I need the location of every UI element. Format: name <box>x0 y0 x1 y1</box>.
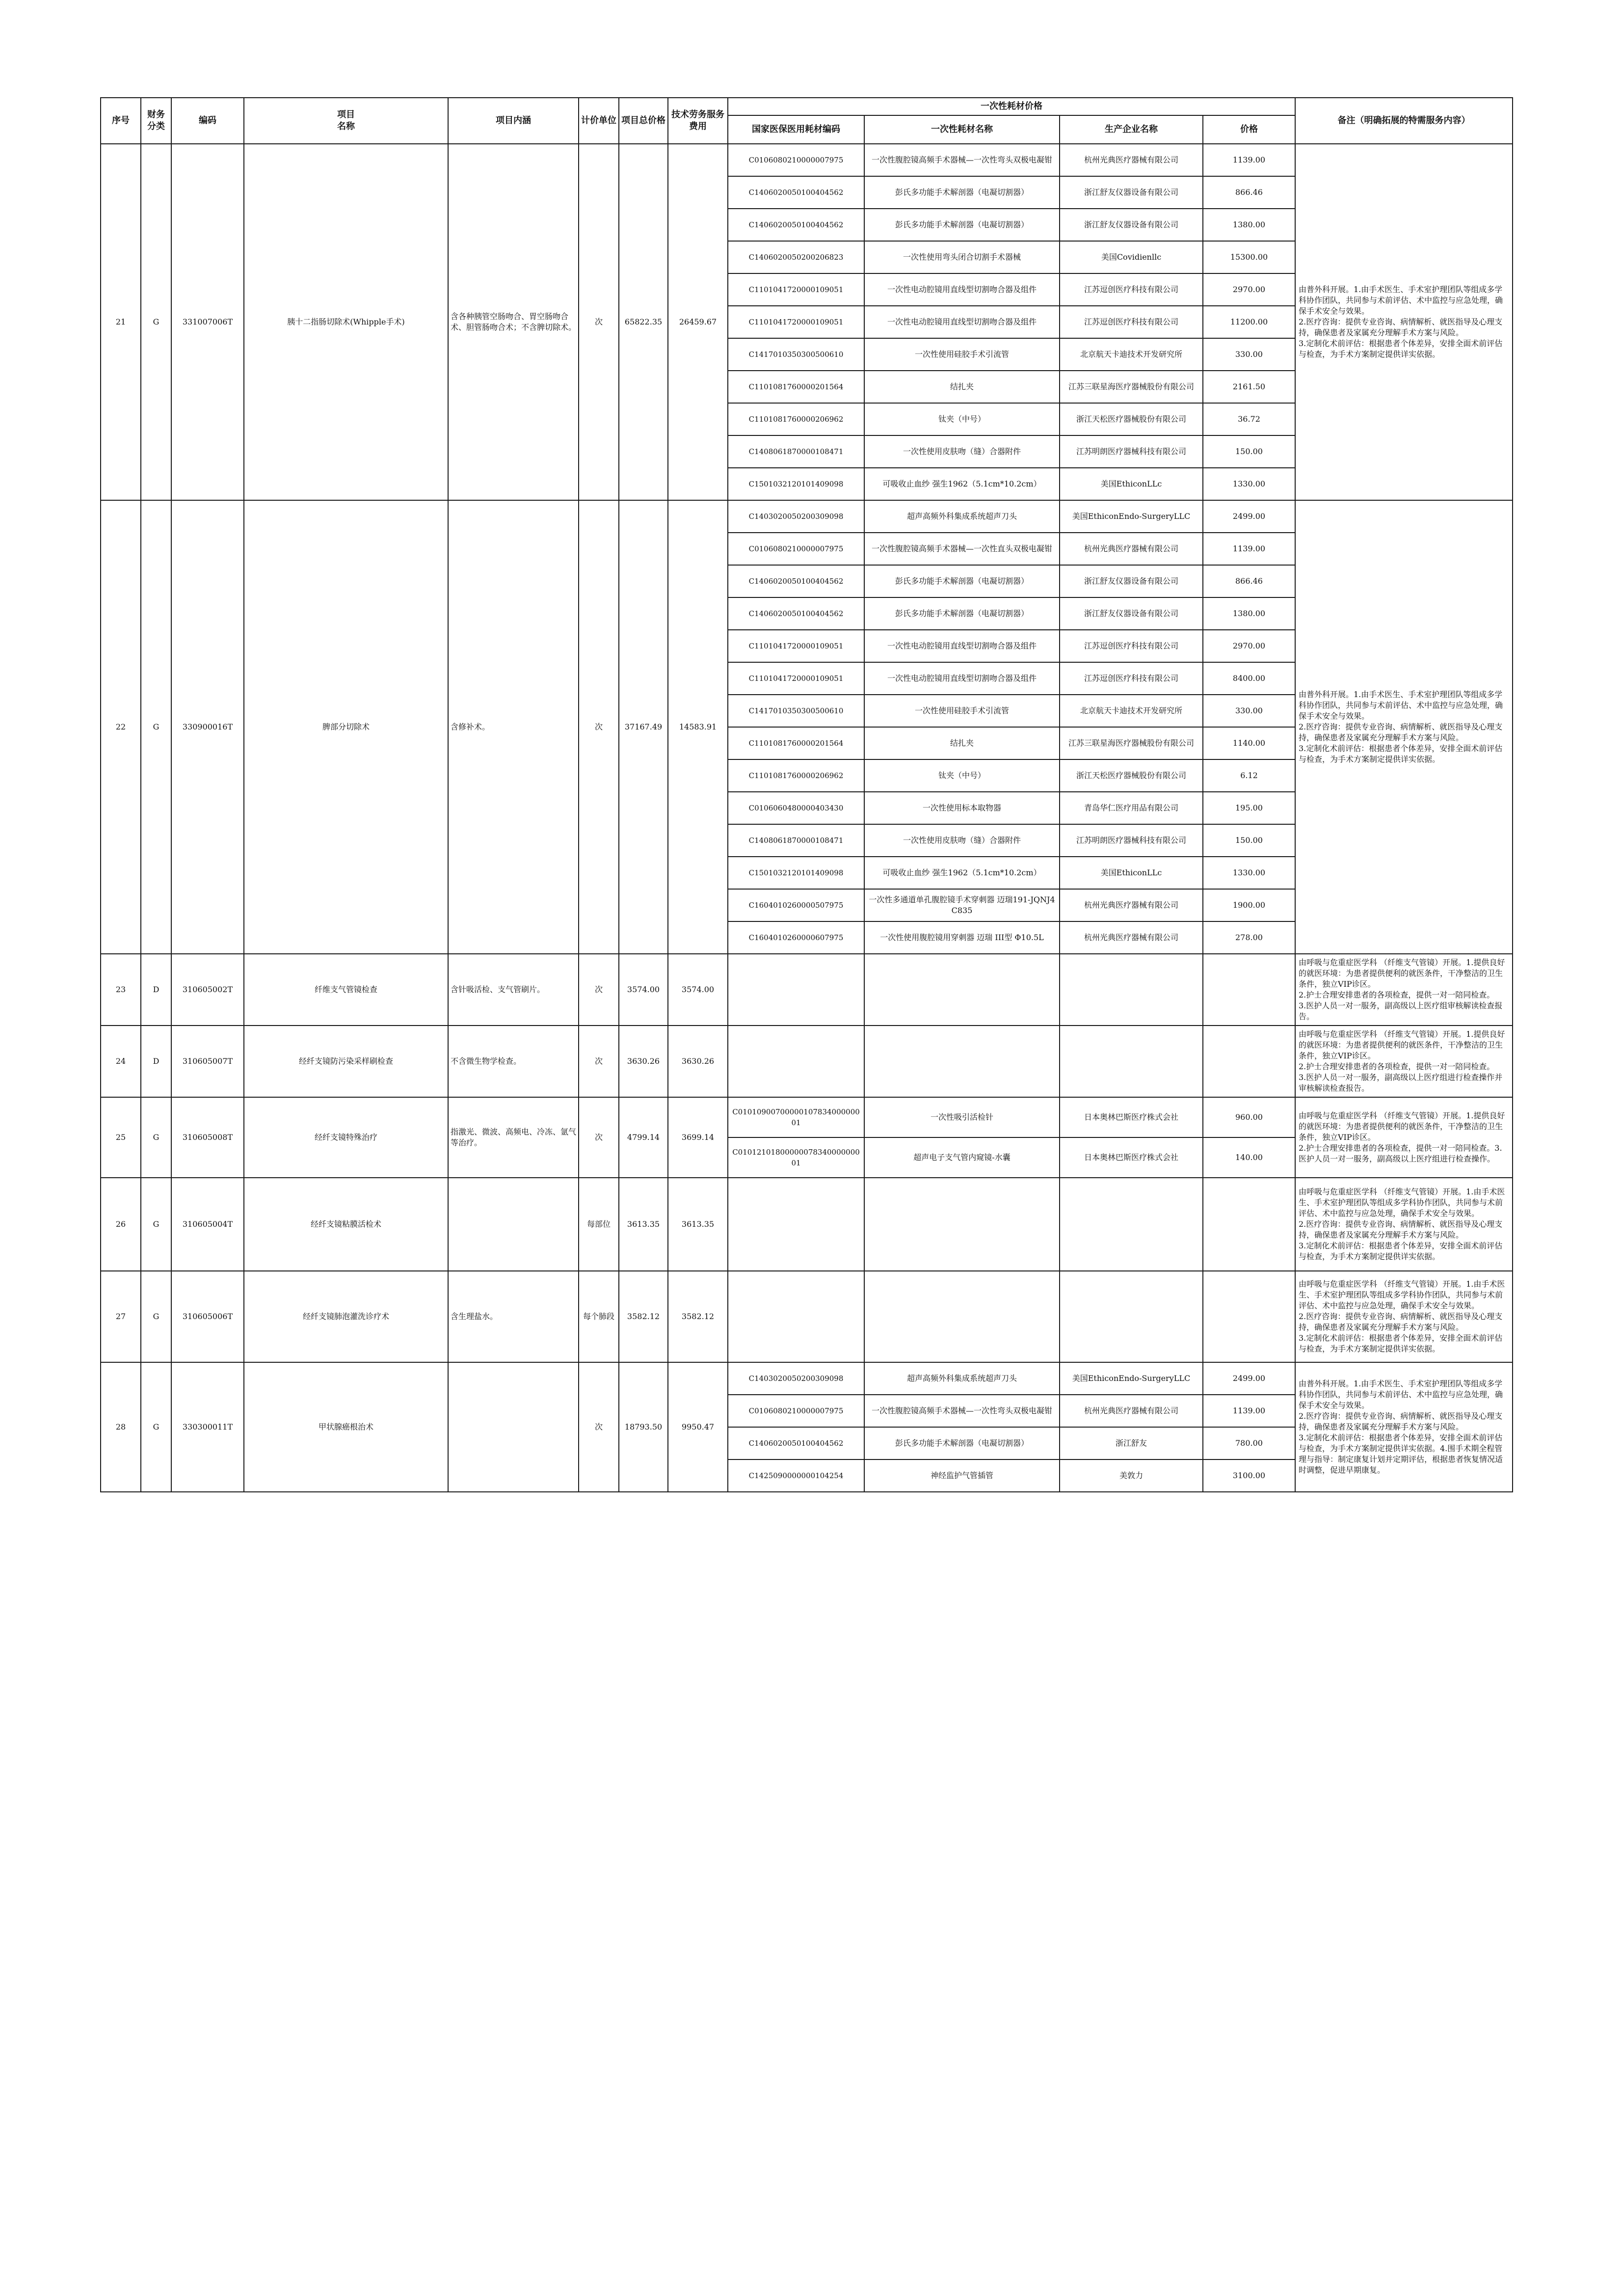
cons-manufacturer: 日本奥林巴斯医疗株式会社 <box>1060 1137 1203 1178</box>
row-unit: 次 <box>579 144 619 500</box>
row-seq: 28 <box>101 1362 141 1492</box>
row-total-price: 65822.35 <box>619 144 668 500</box>
cons-name: 一次性电动腔镜用直线型切割吻合器及组件 <box>864 306 1060 338</box>
row-remark: 由普外科开展。1.由手术医生、手术室护理团队等组成多学科协作团队，共同参与术前评估、术中监控与应急处理，确保手术安全与效果。 2.医疗咨询：提供专业咨询、病情解析、就医指导及心理支持，确保患者及家属充分理解手术方案与风险。 3.定制化术前评估：根据患者个体差异，安排全面术前评估与检查，为手术方案制定提供详实依据。 <box>1295 144 1513 500</box>
row-service-fee: 9950.47 <box>668 1362 728 1492</box>
cons-manufacturer: 浙江舒友 <box>1060 1427 1203 1459</box>
cons-price: 330.00 <box>1203 338 1295 371</box>
row-seq: 24 <box>101 1026 141 1097</box>
cons-name-empty <box>864 954 1060 1026</box>
cons-code-empty <box>728 1026 864 1097</box>
row-remark: 由呼吸与危重症医学科 （纤维支气管镜）开展。1.提供良好的就医环境：为患者提供便利的就医条件，干净整洁的卫生条件，独立VIP诊区。 2.护士合理安排患者的各项检查，提供一对一陪同检查。 3.医护人员一对一服务，副高级以上医疗组审核解读检查报告。 <box>1295 954 1513 1026</box>
row-total-price: 18793.50 <box>619 1362 668 1492</box>
cons-name: 彭氏多功能手术解剖器（电凝切割器） <box>864 1427 1060 1459</box>
cons-price: 150.00 <box>1203 435 1295 468</box>
cons-code: C0106060480000403430 <box>728 792 864 824</box>
row-service-fee: 3613.35 <box>668 1178 728 1271</box>
row-fin-cat: G <box>141 1097 171 1178</box>
cons-manufacturer: 北京航天卡迪技术开发研究所 <box>1060 338 1203 371</box>
cons-manufacturer: 美国EthiconEndo-SurgeryLLC <box>1060 1362 1203 1395</box>
cons-code: C0106080210000007975 <box>728 144 864 176</box>
cons-name: 一次性腹腔镜高频手术器械—一次性弯头双极电凝钳 <box>864 1395 1060 1427</box>
cons-name: 超声电子支气管内窥镜-水囊 <box>864 1137 1060 1178</box>
cons-price: 1140.00 <box>1203 727 1295 759</box>
cons-price: 8400.00 <box>1203 662 1295 695</box>
row-code: 330300011T <box>171 1362 244 1492</box>
cons-name: 一次性使用硅胶手术引流管 <box>864 695 1060 727</box>
row-unit: 次 <box>579 1026 619 1097</box>
cons-price: 866.46 <box>1203 565 1295 597</box>
row-code: 310605008T <box>171 1097 244 1178</box>
row-fin-cat: G <box>141 1362 171 1492</box>
cons-manufacturer: 美国EthiconEndo-SurgeryLLC <box>1060 500 1203 533</box>
cons-code: C1403020050200309098 <box>728 1362 864 1395</box>
header-total-price: 项目总价格 <box>619 98 668 144</box>
row-item-name: 纤维支气管镜检查 <box>244 954 448 1026</box>
cons-name: 钛夹（中号） <box>864 759 1060 792</box>
cons-manufacturer: 江苏三联星海医疗器械股份有限公司 <box>1060 727 1203 759</box>
cons-name-empty <box>864 1026 1060 1097</box>
row-fin-cat: G <box>141 500 171 954</box>
cons-name: 一次性使用腹腔镜用穿刺器 迈瑞 III型 Φ10.5L <box>864 921 1060 954</box>
row-service-fee: 14583.91 <box>668 500 728 954</box>
cons-price: 866.46 <box>1203 176 1295 209</box>
row-total-price: 3613.35 <box>619 1178 668 1271</box>
cons-manufacturer: 江苏逗创医疗科技有限公司 <box>1060 662 1203 695</box>
cons-name: 一次性吸引活检针 <box>864 1097 1060 1137</box>
header-manufacturer: 生产企业名称 <box>1060 115 1203 144</box>
row-fin-cat: G <box>141 1178 171 1271</box>
cons-price: 1139.00 <box>1203 144 1295 176</box>
row-item-name: 经纤支镜肺泡灌洗诊疗术 <box>244 1271 448 1362</box>
row-seq: 22 <box>101 500 141 954</box>
table-row <box>101 500 1513 533</box>
cons-manufacturer: 日本奥林巴斯医疗株式会社 <box>1060 1097 1203 1137</box>
cons-manufacturer: 杭州光典医疗器械有限公司 <box>1060 889 1203 921</box>
cons-price: 6.12 <box>1203 759 1295 792</box>
cons-code: C1425090000000104254 <box>728 1459 864 1492</box>
row-total-price: 3630.26 <box>619 1026 668 1097</box>
row-remark: 由呼吸与危重症医学科 （纤维支气管镜）开展。1.由手术医生、手术室护理团队等组成多学科协作团队，共同参与术前评估、术中监控与应急处理，确保手术安全与效果。 2.医疗咨询：提供专业咨询、病情解析、就医指导及心理支持，确保患者及家属充分理解手术方案与风险。 3.定制化术前评估：根据患者个体差异，安排全面术前评估与检查，为手术方案制定提供详实依据。 <box>1295 1271 1513 1362</box>
cons-price: 15300.00 <box>1203 241 1295 273</box>
cons-code: C1101081760000201564 <box>728 727 864 759</box>
cons-code-empty <box>728 1178 864 1271</box>
cons-manufacturer: 浙江舒友仪器设备有限公司 <box>1060 597 1203 630</box>
header-price: 价格 <box>1203 115 1295 144</box>
row-total-price: 3582.12 <box>619 1271 668 1362</box>
cons-price: 1380.00 <box>1203 597 1295 630</box>
cons-price: 3100.00 <box>1203 1459 1295 1492</box>
row-unit: 每个肺段 <box>579 1271 619 1362</box>
row-fin-cat: G <box>141 144 171 500</box>
cons-name: 超声高频外科集成系统超声刀头 <box>864 1362 1060 1395</box>
cons-manufacturer: 杭州光典医疗器械有限公司 <box>1060 921 1203 954</box>
table-row <box>101 1097 1513 1137</box>
cons-manufacturer: 青岛华仁医疗用品有限公司 <box>1060 792 1203 824</box>
cons-name: 一次性电动腔镜用直线型切割吻合器及组件 <box>864 273 1060 306</box>
cons-name: 神经监护气管插管 <box>864 1459 1060 1492</box>
header-code: 编码 <box>171 98 244 144</box>
cons-manufacturer: 江苏明朗医疗器械科技有限公司 <box>1060 824 1203 857</box>
cons-manufacturer: 杭州光典医疗器械有限公司 <box>1060 144 1203 176</box>
row-content: 不含微生物学检查。 <box>448 1026 579 1097</box>
cons-price: 960.00 <box>1203 1097 1295 1137</box>
cons-code: C1417010350300500610 <box>728 695 864 727</box>
cons-price: 11200.00 <box>1203 306 1295 338</box>
cons-name: 彭氏多功能手术解剖器（电凝切割器） <box>864 209 1060 241</box>
cons-code: C1501032120101409098 <box>728 468 864 500</box>
cons-name: 可吸收止血纱 强生1962（5.1cm*10.2cm） <box>864 857 1060 889</box>
row-service-fee: 3574.00 <box>668 954 728 1026</box>
cons-code: C1403020050200309098 <box>728 500 864 533</box>
cons-code: C1406020050200206823 <box>728 241 864 273</box>
table-row <box>101 954 1513 1026</box>
cons-code: C1101041720000109051 <box>728 306 864 338</box>
cons-name: 可吸收止血纱 强生1962（5.1cm*10.2cm） <box>864 468 1060 500</box>
row-unit: 次 <box>579 500 619 954</box>
cons-code: C0106080210000007975 <box>728 533 864 565</box>
cons-manufacturer-empty <box>1060 1178 1203 1271</box>
cons-name: 一次性使用硅胶手术引流管 <box>864 338 1060 371</box>
cons-code: C1406020050100404562 <box>728 1427 864 1459</box>
cons-name: 一次性电动腔镜用直线型切割吻合器及组件 <box>864 630 1060 662</box>
cons-price-empty <box>1203 954 1295 1026</box>
cons-price: 780.00 <box>1203 1427 1295 1459</box>
table-body <box>101 144 1513 1492</box>
cons-price: 2161.50 <box>1203 371 1295 403</box>
table-row <box>101 1178 1513 1271</box>
cons-code: C1408061870000108471 <box>728 824 864 857</box>
row-seq: 21 <box>101 144 141 500</box>
cons-manufacturer: 江苏明朗医疗器械科技有限公司 <box>1060 435 1203 468</box>
cons-code: C1406020050100404562 <box>728 565 864 597</box>
row-code: 331007006T <box>171 144 244 500</box>
cons-name: 结扎夹 <box>864 727 1060 759</box>
row-content: 含修补术。 <box>448 500 579 954</box>
cons-name: 彭氏多功能手术解剖器（电凝切割器） <box>864 565 1060 597</box>
cons-code: C0101090070000010783400000001 <box>728 1097 864 1137</box>
cons-manufacturer: 浙江天松医疗器械股份有限公司 <box>1060 403 1203 435</box>
header-service-fee: 技术劳务服务费用 <box>668 98 728 144</box>
row-remark: 由普外科开展。1.由手术医生、手术室护理团队等组成多学科协作团队，共同参与术前评估、术中监控与应急处理，确保手术安全与效果。 2.医疗咨询：提供专业咨询、病情解析、就医指导及心理支持，确保患者及家属充分理解手术方案与风险。 3.定制化术前评估：根据患者个体差异，安排全面术前评估与检查，为手术方案制定提供详实依据。 <box>1295 500 1513 954</box>
row-remark: 由呼吸与危重症医学科 （纤维支气管镜）开展。1.由手术医生、手术室护理团队等组成多学科协作团队，共同参与术前评估、术中监控与应急处理，确保手术安全与效果。 2.医疗咨询：提供专业咨询、病情解析、就医指导及心理支持，确保患者及家属充分理解手术方案与风险。 3.定制化术前评估：根据患者个体差异，安排全面术前评估与检查，为手术方案制定提供详实依据。 <box>1295 1178 1513 1271</box>
cons-price: 1380.00 <box>1203 209 1295 241</box>
row-service-fee: 3582.12 <box>668 1271 728 1362</box>
cons-manufacturer: 浙江舒友仪器设备有限公司 <box>1060 176 1203 209</box>
cons-code: C1406020050100404562 <box>728 597 864 630</box>
cons-price: 1139.00 <box>1203 533 1295 565</box>
cons-code: C0101210180000007834000000001 <box>728 1137 864 1178</box>
table-row <box>101 1362 1513 1395</box>
cons-manufacturer: 浙江舒友仪器设备有限公司 <box>1060 209 1203 241</box>
cons-code: C1101081760000201564 <box>728 371 864 403</box>
cons-price: 1330.00 <box>1203 857 1295 889</box>
row-item-name: 经纤支镜防污染采样刷检查 <box>244 1026 448 1097</box>
row-unit: 每部位 <box>579 1178 619 1271</box>
row-remark: 由呼吸与危重症医学科 （纤维支气管镜）开展。1.提供良好的就医环境：为患者提供便利的就医条件，干净整洁的卫生条件，独立VIP诊区。 2.护士合理安排患者的各项检查，提供一对一陪同检查。 3.医护人员一对一服务，副高级以上医疗组进行检查操作并审核解读检查报告。 <box>1295 1026 1513 1097</box>
header-remark: 备注（明确拓展的特需服务内容） <box>1295 98 1513 144</box>
row-content: 指激光、微波、高频电、冷冻、氩气等治疗。 <box>448 1097 579 1178</box>
table-row <box>101 144 1513 176</box>
row-content <box>448 1178 579 1271</box>
cons-price: 1139.00 <box>1203 1395 1295 1427</box>
row-item-name: 甲状腺癌根治术 <box>244 1362 448 1492</box>
row-content: 含生理盐水。 <box>448 1271 579 1362</box>
row-unit: 次 <box>579 1362 619 1492</box>
cons-price: 2499.00 <box>1203 1362 1295 1395</box>
cons-name-empty <box>864 1178 1060 1271</box>
cons-price-empty <box>1203 1271 1295 1362</box>
cons-manufacturer: 浙江天松医疗器械股份有限公司 <box>1060 759 1203 792</box>
cons-code: C1101041720000109051 <box>728 630 864 662</box>
row-service-fee: 26459.67 <box>668 144 728 500</box>
cons-code: C1604010260000607975 <box>728 921 864 954</box>
pricing-table <box>100 97 1513 1492</box>
cons-name: 一次性电动腔镜用直线型切割吻合器及组件 <box>864 662 1060 695</box>
cons-manufacturer-empty <box>1060 1026 1203 1097</box>
cons-code: C1406020050100404562 <box>728 176 864 209</box>
header-item-name: 项目 名称 <box>244 98 448 144</box>
row-fin-cat: D <box>141 1026 171 1097</box>
row-seq: 23 <box>101 954 141 1026</box>
cons-name: 一次性使用弯头闭合切割手术器械 <box>864 241 1060 273</box>
cons-manufacturer: 江苏逗创医疗科技有限公司 <box>1060 273 1203 306</box>
cons-price: 195.00 <box>1203 792 1295 824</box>
row-code: 310605006T <box>171 1271 244 1362</box>
cons-name-empty <box>864 1271 1060 1362</box>
row-unit: 次 <box>579 954 619 1026</box>
row-content <box>448 1362 579 1492</box>
cons-name: 一次性腹腔镜高频手术器械—一次性直头双极电凝钳 <box>864 533 1060 565</box>
cons-name: 一次性使用皮肤吻（缝）合器附件 <box>864 824 1060 857</box>
cons-name: 一次性多通道单孔腹腔镜手术穿刺器 迈瑞191-JQNJ4C835 <box>864 889 1060 921</box>
cons-manufacturer: 江苏三联星海医疗器械股份有限公司 <box>1060 371 1203 403</box>
cons-code: C1406020050100404562 <box>728 209 864 241</box>
row-service-fee: 3630.26 <box>668 1026 728 1097</box>
cons-name: 一次性使用皮肤吻（缝）合器附件 <box>864 435 1060 468</box>
row-item-name: 脾部分切除术 <box>244 500 448 954</box>
row-total-price: 4799.14 <box>619 1097 668 1178</box>
header-seq: 序号 <box>101 98 141 144</box>
cons-price: 36.72 <box>1203 403 1295 435</box>
header-content: 项目内涵 <box>448 98 579 144</box>
cons-name: 一次性腹腔镜高频手术器械—一次性弯头双极电凝钳 <box>864 144 1060 176</box>
cons-manufacturer: 浙江舒友仪器设备有限公司 <box>1060 565 1203 597</box>
row-total-price: 37167.49 <box>619 500 668 954</box>
cons-price: 1330.00 <box>1203 468 1295 500</box>
cons-manufacturer: 美国EthiconLLc <box>1060 857 1203 889</box>
cons-manufacturer: 江苏逗创医疗科技有限公司 <box>1060 630 1203 662</box>
cons-name: 结扎夹 <box>864 371 1060 403</box>
cons-code: C1101041720000109051 <box>728 273 864 306</box>
cons-price: 330.00 <box>1203 695 1295 727</box>
cons-code-empty <box>728 954 864 1026</box>
cons-code: C1101081760000206962 <box>728 759 864 792</box>
table-row <box>101 1026 1513 1097</box>
row-fin-cat: G <box>141 1271 171 1362</box>
row-code: 310605007T <box>171 1026 244 1097</box>
row-content: 含针吸活检、支气管刷片。 <box>448 954 579 1026</box>
row-code: 330900016T <box>171 500 244 954</box>
table-row <box>101 1271 1513 1362</box>
cons-name: 彭氏多功能手术解剖器（电凝切割器） <box>864 597 1060 630</box>
header-fin-cat: 财务分类 <box>141 98 171 144</box>
row-code: 310605002T <box>171 954 244 1026</box>
cons-code: C0106080210000007975 <box>728 1395 864 1427</box>
cons-price-empty <box>1203 1178 1295 1271</box>
cons-price-empty <box>1203 1026 1295 1097</box>
row-item-name: 经纤支镜粘膜活检术 <box>244 1178 448 1271</box>
cons-price: 2970.00 <box>1203 630 1295 662</box>
row-seq: 25 <box>101 1097 141 1178</box>
cons-manufacturer: 美国Covidienllc <box>1060 241 1203 273</box>
row-item-name: 胰十二指肠切除术(Whipple手术) <box>244 144 448 500</box>
cons-name: 彭氏多功能手术解剖器（电凝切割器） <box>864 176 1060 209</box>
cons-price: 2499.00 <box>1203 500 1295 533</box>
cons-code: C1101041720000109051 <box>728 662 864 695</box>
cons-price: 150.00 <box>1203 824 1295 857</box>
cons-manufacturer: 杭州光典医疗器械有限公司 <box>1060 533 1203 565</box>
row-fin-cat: D <box>141 954 171 1026</box>
cons-name: 钛夹（中号） <box>864 403 1060 435</box>
row-remark: 由呼吸与危重症医学科 （纤维支气管镜）开展。1.提供良好的就医环境：为患者提供便利的就医条件，干净整洁的卫生条件，独立VIP诊区。 2.护士合理安排患者的各项检查，提供一对一陪同检查。3.医护人员一对一服务，副高级以上医疗组进行检查操作。 <box>1295 1097 1513 1178</box>
row-code: 310605004T <box>171 1178 244 1271</box>
cons-code-empty <box>728 1271 864 1362</box>
row-total-price: 3574.00 <box>619 954 668 1026</box>
header-cons-code: 国家医保医用耗材编码 <box>728 115 864 144</box>
cons-name: 超声高频外科集成系统超声刀头 <box>864 500 1060 533</box>
cons-manufacturer: 江苏逗创医疗科技有限公司 <box>1060 306 1203 338</box>
row-seq: 27 <box>101 1271 141 1362</box>
row-item-name: 经纤支镜特殊治疗 <box>244 1097 448 1178</box>
cons-price: 2970.00 <box>1203 273 1295 306</box>
row-unit: 次 <box>579 1097 619 1178</box>
cons-code: C1501032120101409098 <box>728 857 864 889</box>
cons-manufacturer: 杭州光典医疗器械有限公司 <box>1060 1395 1203 1427</box>
cons-manufacturer: 美国EthiconLLc <box>1060 468 1203 500</box>
cons-price: 1900.00 <box>1203 889 1295 921</box>
row-remark: 由普外科开展。1.由手术医生、手术室护理团队等组成多学科协作团队，共同参与术前评估、术中监控与应急处理，确保手术安全与效果。 2.医疗咨询：提供专业咨询、病情解析、就医指导及心理支持，确保患者及家属充分理解手术方案与风险。 3.定制化术前评估：根据患者个体差异，安排全面术前评估与检查，为手术方案制定提供详实依据。4.围手术期全程管理与指导：制定康复计划并定期评估，根据患者恢复情况适时调整，促进早期康复。 <box>1295 1362 1513 1492</box>
cons-manufacturer-empty <box>1060 954 1203 1026</box>
cons-code: C1408061870000108471 <box>728 435 864 468</box>
cons-price: 278.00 <box>1203 921 1295 954</box>
cons-manufacturer-empty <box>1060 1271 1203 1362</box>
header-cons-name: 一次性耗材名称 <box>864 115 1060 144</box>
header-consumables-group: 一次性耗材价格 <box>728 98 1295 115</box>
row-seq: 26 <box>101 1178 141 1271</box>
row-content: 含各种胰管空肠吻合、胃空肠吻合术、胆管肠吻合术；不含脾切除术。 <box>448 144 579 500</box>
cons-manufacturer: 北京航天卡迪技术开发研究所 <box>1060 695 1203 727</box>
cons-manufacturer: 美敦力 <box>1060 1459 1203 1492</box>
cons-name: 一次性使用标本取物器 <box>864 792 1060 824</box>
cons-code: C1417010350300500610 <box>728 338 864 371</box>
cons-code: C1604010260000507975 <box>728 889 864 921</box>
row-service-fee: 3699.14 <box>668 1097 728 1178</box>
cons-price: 140.00 <box>1203 1137 1295 1178</box>
cons-code: C1101081760000206962 <box>728 403 864 435</box>
price-sheet <box>100 97 1512 1492</box>
header-unit: 计价单位 <box>579 98 619 144</box>
